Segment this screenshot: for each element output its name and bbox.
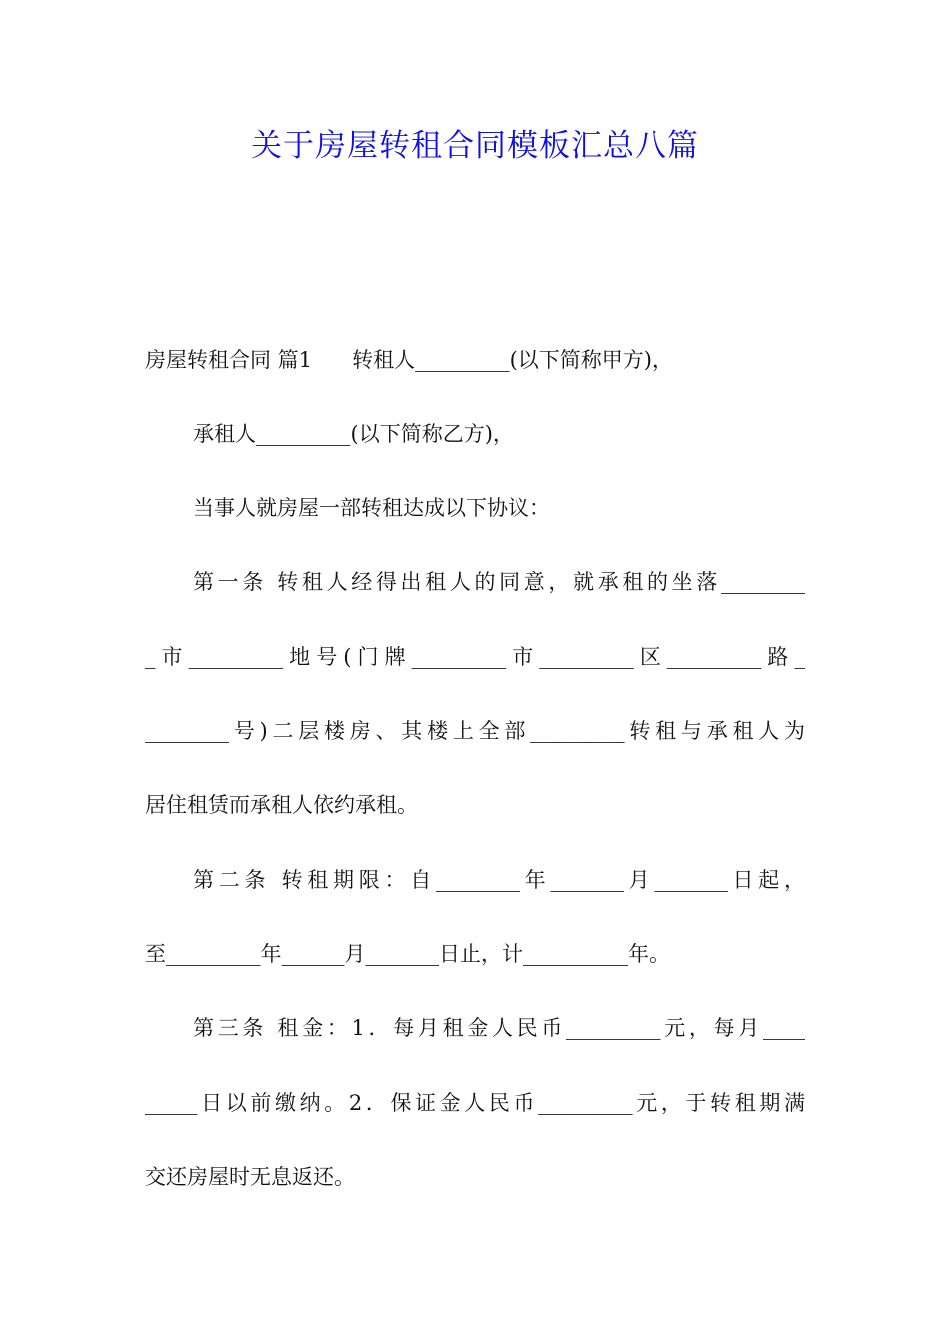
paragraph-line-article3-a: 第三条 租金：1．每月租金人民币_________元，每月____	[193, 1016, 805, 1040]
paragraph-line-article1-a: 第一条 转租人经得出租人的同意，就承租的坐落________	[193, 570, 805, 594]
paragraph-line-article2-a: 第二条 转租期限：自________年_______月_______日起，	[193, 868, 805, 892]
paragraph-line-article1-b: _市_________地号(门牌_________市_________区_________路_	[145, 645, 805, 669]
paragraph-line-intro: 房屋转租合同 篇1 转租人_________(以下简称甲方)，	[145, 348, 673, 372]
paragraph-line-agreement: 当事人就房屋一部转租达成以下协议：	[193, 496, 550, 520]
paragraph-line-article3-b: _____日以前缴纳。2．保证金人民币_________元，于转租期满	[145, 1091, 805, 1115]
document-title: 关于房屋转租合同模板汇总八篇	[251, 128, 699, 164]
paragraph-line-article3-c: 交还房屋时无息返还。	[145, 1165, 355, 1189]
paragraph-line-article1-d: 居住租赁而承租人依约承租。	[145, 793, 418, 817]
paragraph-line-article2-b: 至_________年______月_______日止，计__________年。	[145, 942, 670, 966]
paragraph-line-lessee: 承租人_________(以下简称乙方)，	[193, 422, 514, 446]
paragraph-line-article1-c: ________号)二层楼房、其楼上全部_________转租与承租人为	[145, 719, 805, 743]
